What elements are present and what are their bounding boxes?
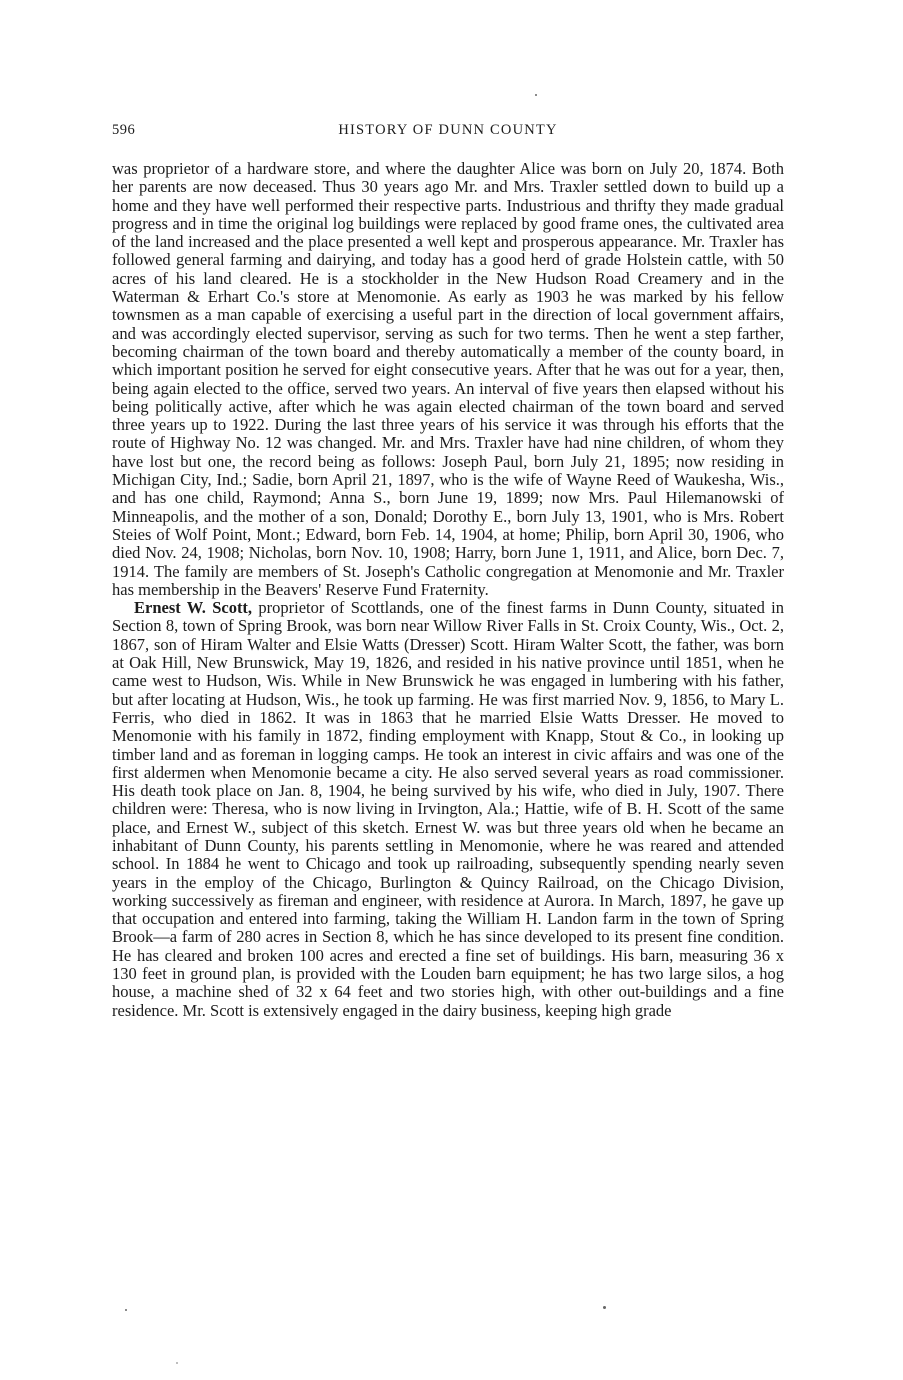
body-text [112, 160, 784, 1020]
scan-speck [603, 1306, 606, 1309]
paragraph-scott-text: proprietor of Scottlands, one of the finest farms in Dunn County, situated in Section 8, town of Spring Brook, was born near Willow River Falls in St. Croix County, Wis., Oct. 2, 1867, son of Hiram Walter and Elsie Watts (Dresser) Scott. Hiram Walter Scott, the father, was born at Oak Hill, New Brunswick, May 19, 1826, and resided in his native province until 1851, when he came west to Hudson, Wis. While in New Brunswick he was engaged in lumbering with his father, but after locating at Hudson, Wis., he took up farming. He was first married Nov. 9, 1856, to Mary L. Ferris, who died in 1862. It was in 1863 that he married Elsie Watts Dresser. He moved to Menomonie with his family in 1872, finding employment with Knapp, Stout & Co., in looking up timber land and as foreman in logging camps. He took an interest in civic affairs and was one of the first aldermen when Menomonie became a city. He also served several years as road commissioner. His death took place on Jan. 8, 1904, he being survived by his wife, who died in July, 1907. There children were: Theresa, who is now living in Irvington, Ala.; Hattie, wife of B. H. Scott of the same place, and Ernest W., subject of this sketch. Ernest W. was but three years old when he became an inhabitant of Dunn County, his parents settling in Menomonie, where he was reared and attended school. In 1884 he went to Chicago and took up railroading, subsequently spending nearly seven years in the employ of the Chicago, Burlington & Quincy Railroad, on the Chicago Division, working successively as fireman and engineer, with residence at Aurora. In March, 1897, he gave up that occupation and entered into farming, taking the William H. Landon farm in the town of Spring Brook—a farm of 280 acres in Section 8, which he has since developed to its present fine condition. He has cleared and broken 100 acres and erected a fine set of buildings. His barn, measuring 36 x 130 feet in ground plan, is provided with the Louden barn equipment; he has two large silos, a hog house, a machine shed of 32 x 64 feet and two stories high, with other out-buildings and a fine residence. Mr. Scott is extensively engaged in the dairy business, keeping high grade [112, 598, 785, 1020]
biography-subject-name: Ernest W. Scott, [134, 598, 253, 618]
scan-speck [535, 94, 537, 96]
paragraph-scott [112, 599, 784, 1020]
page-number: 596 [112, 122, 136, 138]
scan-speck [176, 1362, 178, 1364]
running-title: HISTORY OF DUNN COUNTY [338, 122, 558, 138]
page-header [112, 122, 784, 142]
paragraph-traxler: was proprietor of a hardware store, and where the daughter Alice was born on July 20, 1874. Both her parents are now deceased. Thus 30 years ago Mr. and Mrs. Traxler settled down to build up a home and they have well performed their respective parts. Industrious and thrifty they made gradual progress and in time the original log buildings were replaced by good frame ones, the cultivated area of the land increased and the place presented a well kept and prosperous appearance. Mr. Traxler has followed general farming and dairying, and today has a good herd of grade Holstein cattle, with 50 acres of his land cleared. He is a stockholder in the New Hudson Road Creamery and in the Waterman & Erhart Co.'s store at Menomonie. As early as 1903 he was marked by his fellow townsmen as a man capable of exercising a useful part in the direction of local government affairs, and was accordingly elected supervisor, serving as such for two terms. Then he went a step farther, becoming chairman of the town board and thereby automatically a member of the county board, in which important position he served for eight consecutive years. After that he was out for a year, then, being again elected to the office, served two years. An interval of five years then elapsed without his being politically active, after which he was again elected chairman of the town board and served three years up to 1922. During the last three years of his service it was through his efforts that the route of Highway No. 12 was changed. Mr. and Mrs. Traxler have had nine children, of whom they have lost but one, the record being as follows: Joseph Paul, born July 21, 1895; now residing in Michigan City, Ind.; Sadie, born April 21, 1897, who is the wife of Wayne Reed of Waukesha, Wis., and has one child, Raymond; Anna S., born June 19, 1899; now Mrs. Paul Hilemanowski of Minneapolis, and the mother of a son, Donald; Dorothy E., born July 13, 1901, who is Mrs. Robert Steies of Wolf Point, Mont.; Edward, born Feb. 14, 1904, at home; Philip, born April 30, 1906, who died Nov. 24, 1908; Nicholas, born Nov. 10, 1908; Harry, born June 1, 1911, and Alice, born Dec. 7, 1914. The family are members of St. Joseph's Catholic congregation at Menomonie and Mr. Traxler has membership in the Beavers' Reserve Fund Fraternity. [112, 159, 784, 599]
scan-speck [125, 1309, 127, 1311]
